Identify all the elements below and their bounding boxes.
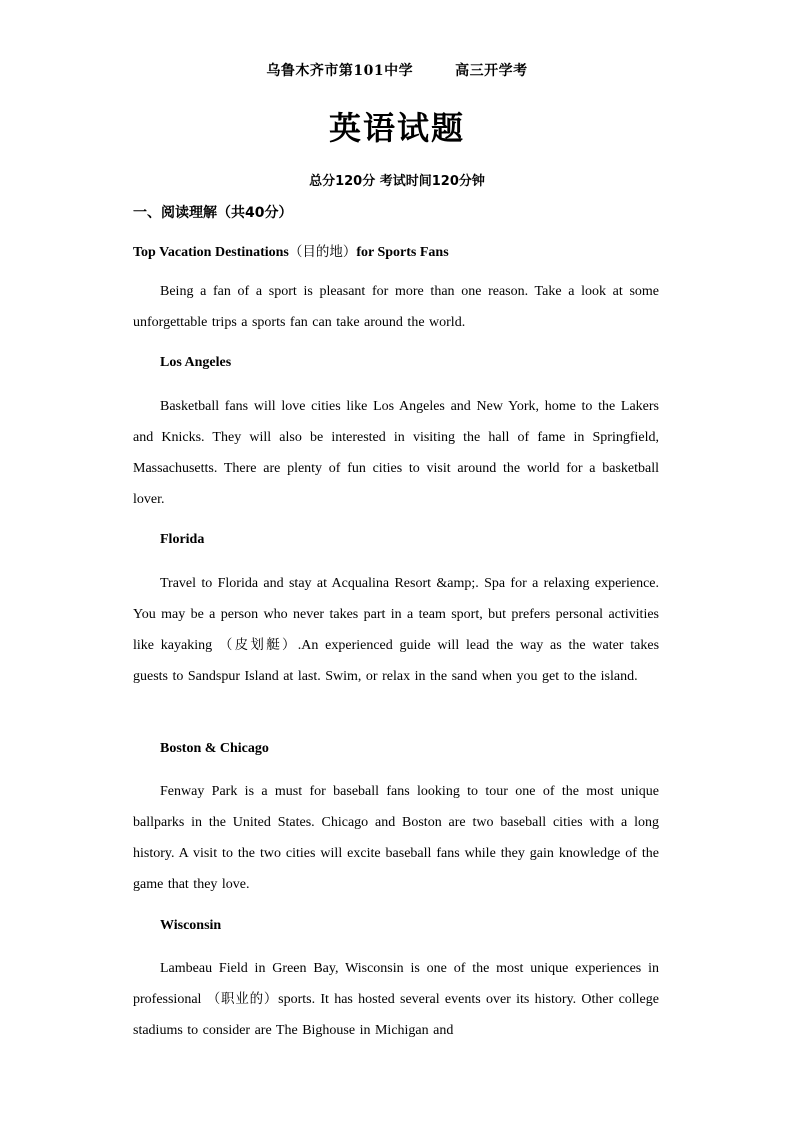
paragraph-los-angeles: Basketball fans will love cities like Los Angeles and New York, home to the Lakers and Knicks. They will also be interested in visiting the hall of fame in Springfield, Massachusetts. There are plenty of fun cities to visit around the world for a basketball lover.: [133, 399, 659, 507]
florida-text-cn: （皮划艇）: [218, 637, 298, 653]
subheading-wisconsin: Wisconsin: [160, 918, 222, 933]
subheading-florida: Florida: [160, 532, 205, 547]
paragraph-wisconsin: [133, 953, 659, 1046]
exam-name: 高三开学考: [455, 63, 528, 79]
exam-header: [0, 60, 794, 80]
passage-title-part1: Top Vacation Destinations: [133, 245, 289, 260]
subheading-los-angeles: Los Angeles: [160, 355, 232, 370]
paragraph-boston-chicago: Fenway Park is a must for baseball fans looking to tour one of the most unique ballparks in the United States. Chicago and Boston are two baseball cities with a long history. A visit to the two cities will excite baseball fans while they gain knowledge of the game that they love.: [133, 784, 659, 892]
wisconsin-text-part2: sports. It has hosted several events over its history. Other college stadiums to consider are The Bighouse in Michigan and: [133, 992, 659, 1038]
wisconsin-text-part1: Lambeau Field in Green Bay, Wisconsin is one of the most unique experiences in professional: [133, 961, 659, 1007]
passage-title: [133, 240, 449, 261]
school-name: 乌鲁木齐市第101中学: [266, 63, 414, 79]
section-heading: 一、阅读理解（共40分）: [133, 205, 293, 221]
florida-text-part1: Travel to Florida and stay at Acqualina Resort &amp;. Spa for a relaxing experience. You may be a person who never takes part in a team sport, but prefers personal activities like kayaking: [133, 576, 659, 653]
exam-info: 总分120分 考试时间120分钟: [309, 174, 485, 189]
subheading-boston-chicago: Boston & Chicago: [160, 741, 269, 756]
florida-text-part2: .An experienced guide will lead the way as the water takes guests to Sandspur Island at last. Swim, or relax in the sand when you get to the island.: [133, 638, 660, 684]
passage-title-part2: for Sports Fans: [356, 245, 449, 260]
paragraph-florida: [133, 568, 659, 692]
page-title: 英语试题: [328, 109, 465, 147]
passage-title-cn: （目的地）: [288, 244, 357, 260]
wisconsin-text-cn: （职业的）: [206, 991, 279, 1007]
intro-paragraph: Being a fan of a sport is pleasant for more than one reason. Take a look at some unforgettable trips a sports fan can take around the world.: [133, 284, 659, 330]
